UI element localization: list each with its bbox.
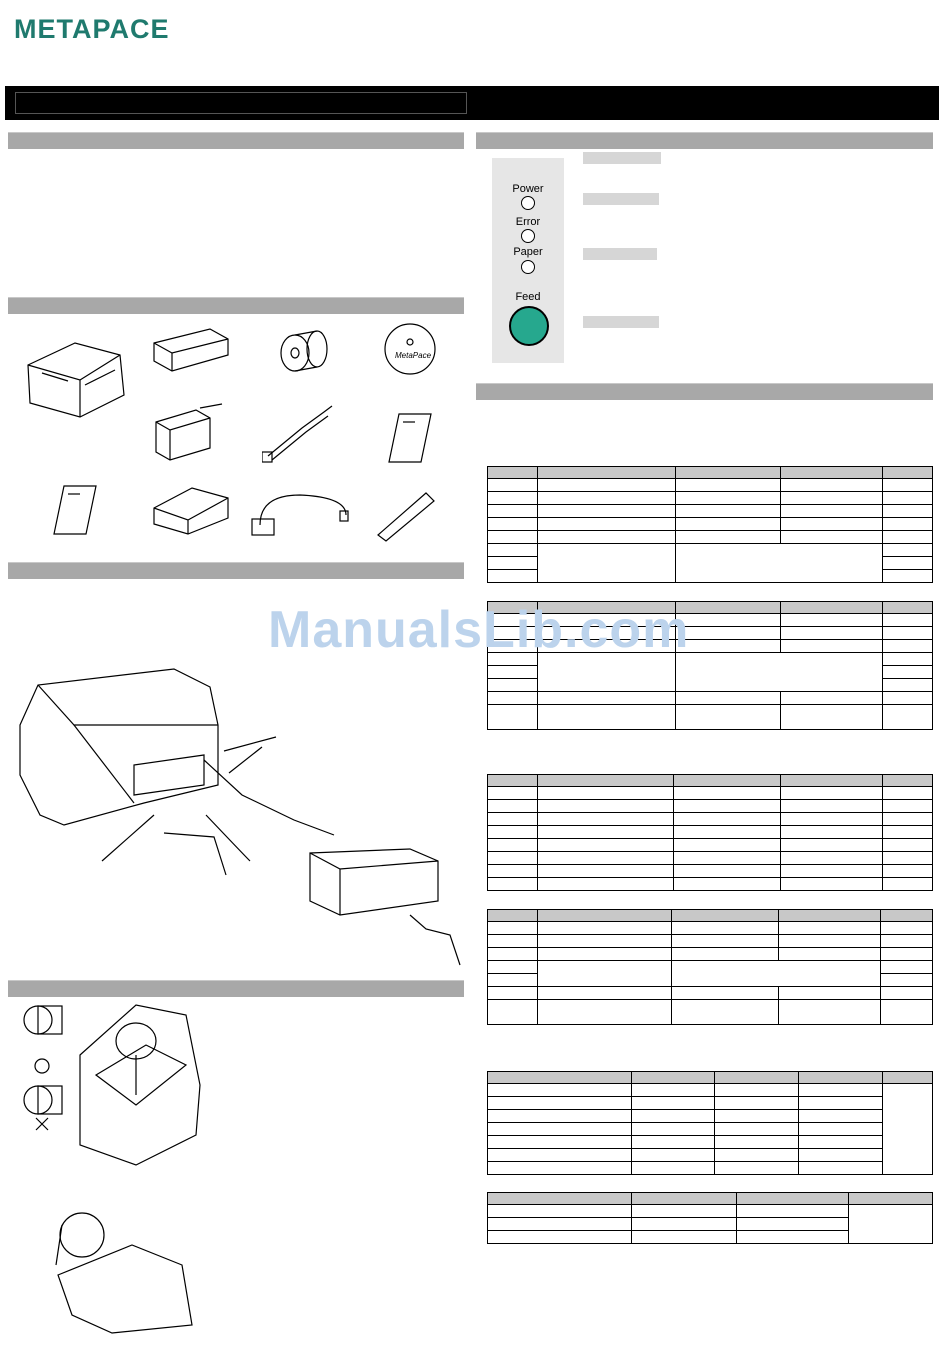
label-box	[583, 248, 657, 260]
feed-button[interactable]	[509, 306, 549, 346]
label-box	[583, 193, 659, 205]
section-header-bar	[8, 132, 464, 149]
section-header-bar	[476, 383, 933, 400]
feed-label: Feed	[515, 291, 541, 303]
power-led-icon	[521, 196, 535, 210]
power-cord-icon	[262, 398, 342, 464]
spec-table	[487, 466, 933, 583]
spec-table	[487, 909, 933, 1025]
interface-cable-icon	[250, 485, 355, 540]
manual-icon	[385, 410, 435, 465]
connection-diagram	[14, 665, 464, 975]
watermark: ManualsLib.com	[268, 601, 690, 659]
paper-roll-icon	[275, 325, 330, 375]
section-header-bar	[8, 562, 464, 579]
paper-loading-illustration	[76, 995, 206, 1170]
cover-open-illustration	[52, 1205, 202, 1335]
ac-adapter-icon	[150, 400, 230, 465]
paper-led-icon	[521, 260, 535, 274]
manual-icon	[48, 482, 103, 537]
error-label: Error	[515, 216, 541, 228]
cd-icon	[383, 322, 438, 377]
cd-label: MetaPace	[395, 351, 432, 360]
section-header-bar	[8, 297, 464, 314]
brand-logo: METAPACE	[14, 14, 170, 44]
control-panel	[492, 158, 564, 363]
power-adapter-icon	[150, 325, 232, 375]
label-box	[583, 316, 659, 328]
spec-table	[487, 774, 933, 891]
paper-roll-orientation-icon	[18, 1000, 68, 1140]
paper-label: Paper	[513, 246, 543, 258]
printer-illustration	[20, 325, 130, 420]
title-bar	[5, 86, 939, 120]
label-box	[583, 152, 661, 164]
printer-cover-icon	[148, 478, 233, 538]
spec-table	[487, 1071, 933, 1175]
pen-icon	[372, 485, 442, 543]
error-led-icon	[521, 229, 535, 243]
section-header-bar	[476, 132, 933, 149]
power-label: Power	[512, 183, 544, 195]
spec-table	[487, 1192, 933, 1244]
